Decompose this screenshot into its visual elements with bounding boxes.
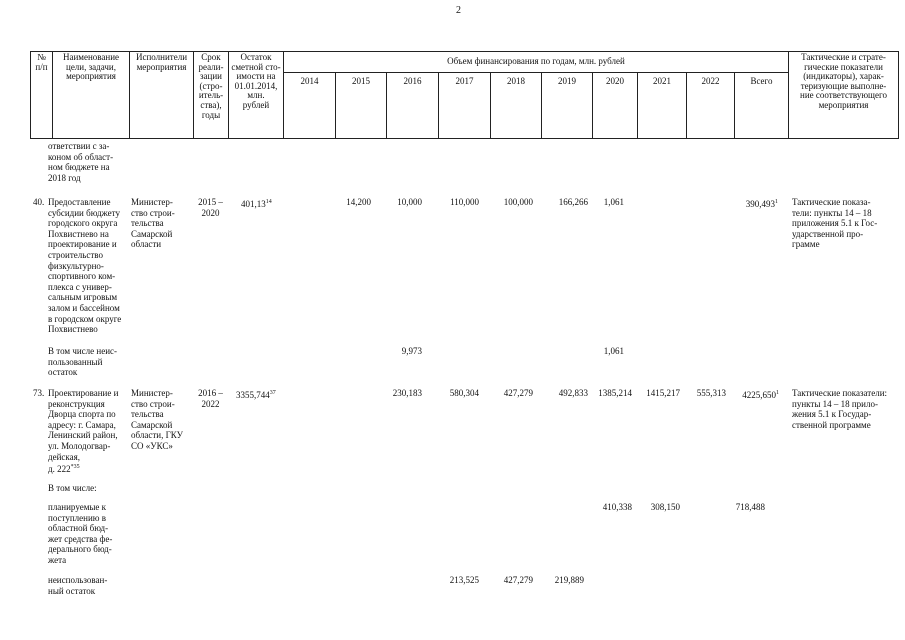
row-number: 73. xyxy=(33,388,45,398)
row-2016: 10,000 xyxy=(397,197,422,207)
row-2015: 14,200 xyxy=(346,197,371,207)
header-name: Наименование цели, задачи, мероприятия xyxy=(62,52,120,82)
row-2020: 1385,214 xyxy=(598,388,632,398)
row-2018: 427,279 xyxy=(503,388,533,398)
row-2021: 308,150 xyxy=(650,502,680,512)
row-remainder: 401,13$^{14}$ xyxy=(241,199,272,209)
header-executors: Исполнители мероприятия xyxy=(135,52,188,72)
row-2017: 580,304 xyxy=(449,388,479,398)
row-2019: 166,266 xyxy=(558,197,588,207)
header-term: Срок реали- зации (стро- итель- ства), годы xyxy=(198,52,224,120)
carryover-text: ответствии с за- коном об област- ном бюджете на 2018 год xyxy=(48,141,114,183)
row-name: Проектирование и реконструкция Дворца спорта по адресу: г. Самара, Ленинский район, ул. Молодогвар- дейская, д. 222$^{*35}$ xyxy=(48,388,119,475)
header-year-2018: 2018 xyxy=(507,76,525,86)
row-label: неиспользован- ный остаток xyxy=(48,575,108,596)
row-total: 4225,650$^1$ xyxy=(742,390,779,400)
page-number: 2 xyxy=(456,5,461,16)
row-2017: 213,525 xyxy=(449,575,479,585)
row-term: 2015 – 2020 xyxy=(198,197,223,218)
row-2019: 219,889 xyxy=(554,575,584,585)
row-indicator: Тактические показа- тели: пункты 14 – 18 приложения 5.1 к Гос- ударственной про- грамме xyxy=(792,197,878,250)
row-2016: 9,973 xyxy=(401,346,422,356)
row-term: 2016 – 2022 xyxy=(198,388,223,409)
row-number: 40. xyxy=(33,197,45,207)
header-year-2016: 2016 xyxy=(403,76,422,86)
row-2020: 410,338 xyxy=(602,502,632,512)
row-73-including: В том числе: xyxy=(48,483,97,493)
header-financing: Объем финансирования по годам, млн. рублей xyxy=(447,56,625,66)
row-total: 390,493$^1$ xyxy=(745,199,778,209)
row-remainder: 3355,744$^{37}$ xyxy=(236,390,276,400)
header-year-2014: 2014 xyxy=(300,76,319,86)
row-total: 718,488 xyxy=(735,502,765,512)
row-indicator: Тактические показатели: пункты 14 – 18 прило- жения 5.1 к Государ- ственной программе xyxy=(792,388,888,430)
row-2022: 555,313 xyxy=(696,388,726,398)
header-bottom-border xyxy=(30,138,899,139)
row-executor: Министер- ство строи- тельства Самарской области, ГКУ СО «УКС» xyxy=(131,388,183,451)
header-year-2017: 2017 xyxy=(455,76,474,86)
row-2020: 1,061 xyxy=(603,197,624,207)
header-year-2019: 2019 xyxy=(558,76,576,86)
row-2017: 110,000 xyxy=(450,197,479,207)
row-2021: 1415,217 xyxy=(646,388,680,398)
header-year-2022: 2022 xyxy=(701,76,720,86)
row-2016: 230,183 xyxy=(392,388,422,398)
row-name: Предоставление субсидии бюджету городского округа Похвистнево на проектирование и строительство физкультурно- спортивного ком- плекса с универ- сальным игровым залом и бассейном в городском округе Похвистнево xyxy=(48,197,122,335)
header-indicators: Тактические и страте- гические показатели (индикаторы), харак- теризующие выполне- ние соответствующего мероприятия xyxy=(800,52,887,110)
header-remainder: Остаток сметной сто- имости на 01.01.2014, млн. рублей xyxy=(231,52,281,110)
header-year-2021: 2021 xyxy=(653,76,671,86)
row-2018: 100,000 xyxy=(503,197,533,207)
row-2019: 492,833 xyxy=(558,388,588,398)
row-label: В том числе неис- пользованный остаток xyxy=(48,346,118,378)
header-year-2020: 2020 xyxy=(606,76,624,86)
header-total: Всего xyxy=(750,76,773,86)
row-executor: Министер- ство строи- тельства Самарской области xyxy=(131,197,175,250)
row-2018: 427,279 xyxy=(503,575,533,585)
row-2020: 1,061 xyxy=(603,346,624,356)
header-year-2015: 2015 xyxy=(352,76,370,86)
financing-divider xyxy=(283,72,788,73)
header-num: № п/п xyxy=(35,52,48,72)
row-label: планируемые к поступлению в областной бюд- жет средства фе- дерального бюд- жета xyxy=(48,502,113,565)
